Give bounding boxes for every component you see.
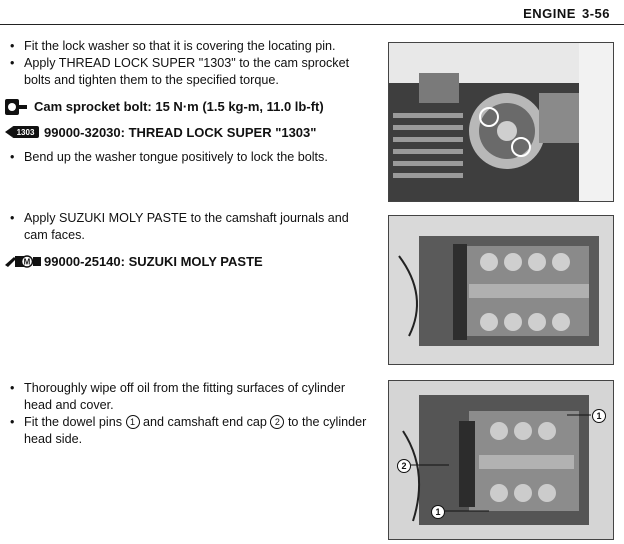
photo-dowel-pins xyxy=(388,380,614,540)
page-header xyxy=(523,6,610,21)
moly-spec: M 99000-25140: SUZUKI MOLY PASTE xyxy=(4,253,376,270)
list-item: • Fit the dowel pins 1 and camshaft end cap 2 to the cylinder head side. xyxy=(10,415,367,446)
list-item: • Fit the lock washer so that it is covering the locating pin. xyxy=(10,39,336,53)
grease-gun-icon xyxy=(4,253,42,273)
list-item: • Bend up the washer tongue positively to lock the bolts. xyxy=(10,150,328,164)
thread-lock-spec: 1303 99000-32030: THREAD LOCK SUPER "1303" xyxy=(4,124,376,141)
photo-camshaft-journals xyxy=(388,215,614,365)
section-dowel-pins xyxy=(4,380,376,448)
ref-number-1: 1 xyxy=(126,415,140,429)
thread-lock-badge-text: 1303 xyxy=(16,128,35,137)
callout-dowel-pin-top: 1 xyxy=(592,409,606,423)
page-number: 3-56 xyxy=(581,6,610,21)
thread-lock-tube-icon xyxy=(4,124,40,144)
photo-cam-sprocket xyxy=(388,42,614,202)
ref-number-2: 2 xyxy=(270,415,284,429)
list-item: • Apply THREAD LOCK SUPER "1303" to the cam sprocket bolts and tighten them to the specified torque. xyxy=(10,56,350,87)
section-moly-paste xyxy=(4,210,376,270)
header-rule xyxy=(0,24,624,25)
callout-end-cap: 2 xyxy=(397,459,411,473)
torque-spec: Cam sprocket bolt: 15 N·m (1.5 kg-m, 11.0 lb-ft) xyxy=(4,98,376,115)
section-title: ENGINE xyxy=(523,6,576,21)
section-cam-sprocket xyxy=(4,38,376,166)
list-item: • Apply SUZUKI MOLY PASTE to the camshaft journals and cam faces. xyxy=(10,211,349,242)
torque-wrench-icon xyxy=(4,98,28,120)
callout-dowel-pin-bottom: 1 xyxy=(431,505,445,519)
moly-badge-text: M xyxy=(23,257,31,267)
list-item: • Thoroughly wipe off oil from the fitting surfaces of cylinder head and cover. xyxy=(10,381,346,412)
